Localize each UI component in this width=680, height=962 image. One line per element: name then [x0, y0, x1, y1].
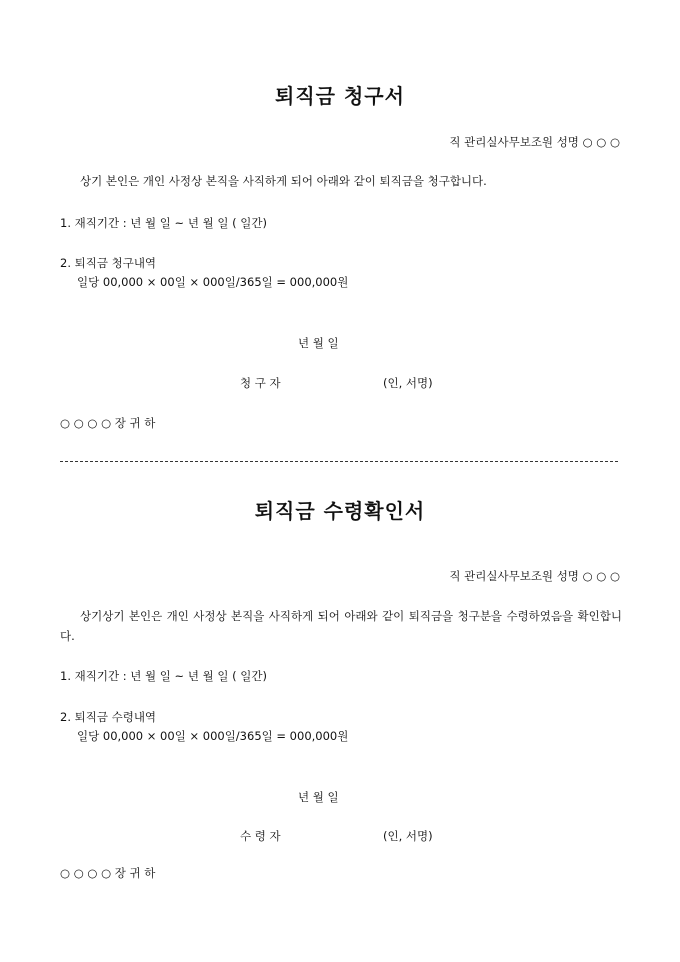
form2-item2-title: 2. 퇴직금 수령내역 [60, 710, 157, 724]
form2-position-line: 직 관리실사무보조원 성명 ○ ○ ○ [449, 569, 620, 583]
form2-date-line: 년 월 일 [298, 790, 339, 804]
form1-position-line: 직 관리실사무보조원 성명 ○ ○ ○ [449, 135, 620, 149]
form2-recipient: ○ ○ ○ ○ 장 귀 하 [60, 866, 156, 880]
form2-item2-calc: 일당 00,000 × 00일 × 000일/365일 = 000,000원 [77, 729, 349, 743]
form1-body-text: 상기 본인은 개인 사정상 본직을 사직하게 되어 아래와 같이 퇴직금을 청구합니다. [80, 174, 487, 188]
form1-recipient: ○ ○ ○ ○ 장 귀 하 [60, 416, 156, 430]
form2-title: 퇴직금 수령확인서 [254, 499, 426, 523]
form2-seal-label: (인, 서명) [383, 829, 433, 843]
form1-title: 퇴직금 청구서 [275, 84, 405, 108]
form1-signer-label: 청 구 자 [240, 376, 281, 390]
form2-body-text: 상기상기 본인은 개인 사정상 본직을 사직하게 되어 아래와 같이 퇴직금을 청구분을 수령하였음을 확인합니다. [60, 609, 622, 643]
form1-seal-label: (인, 서명) [383, 376, 433, 390]
form1-item2-title: 2. 퇴직금 청구내역 [60, 256, 157, 270]
form1-employment-period: 1. 재직기간 : 년 월 일 ~ 년 월 일 ( 일간) [60, 216, 267, 230]
form2-employment-period: 1. 재직기간 : 년 월 일 ~ 년 월 일 ( 일간) [60, 669, 267, 683]
form1-date-line: 년 월 일 [298, 336, 339, 350]
cut-divider [60, 461, 618, 462]
form2-signer-label: 수 령 자 [240, 829, 281, 843]
form1-item2-calc: 일당 00,000 × 00일 × 000일/365일 = 000,000원 [77, 275, 349, 289]
